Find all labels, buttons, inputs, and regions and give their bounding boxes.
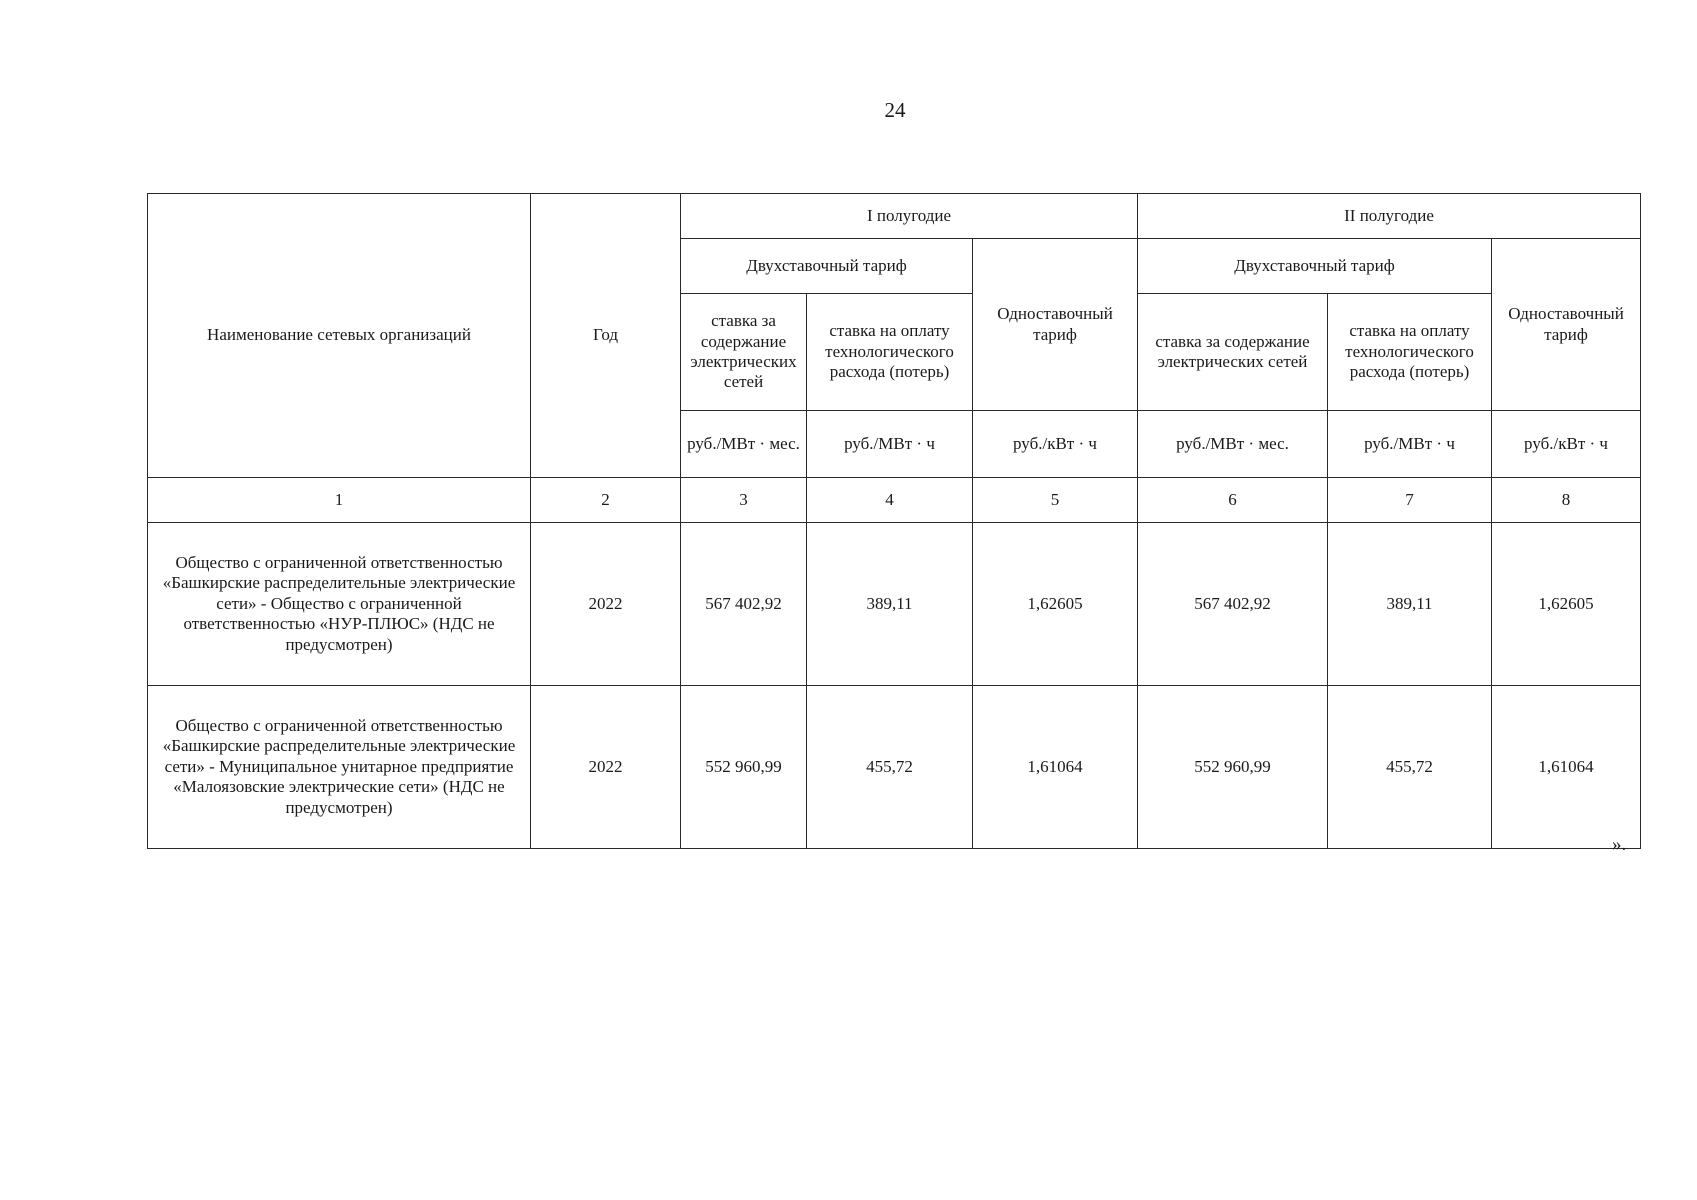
h2-maintenance-cell: 552 960,99 — [1138, 686, 1328, 849]
h1-losses-cell: 455,72 — [807, 686, 973, 849]
h2-single-cell: 1,62605 — [1492, 523, 1641, 686]
header-two-rate-h2: Двухставочный тариф — [1138, 239, 1492, 294]
column-number: 6 — [1138, 478, 1328, 523]
h2-maintenance-cell: 567 402,92 — [1138, 523, 1328, 686]
h1-single-cell: 1,62605 — [973, 523, 1138, 686]
header-year: Год — [531, 194, 681, 478]
header-two-rate-h1: Двухставочный тариф — [681, 239, 973, 294]
header-maintenance-h2: ставка за содержание электрических сетей — [1138, 294, 1328, 411]
table-row — [148, 523, 1641, 686]
column-number: 2 — [531, 478, 681, 523]
org-name-cell: Общество с ограниченной ответственностью «Башкирские распределительные электрические сети» - Общество с ограниченной ответственностью «НУР-ПЛЮС» (НДС не предусмотрен) — [148, 523, 531, 686]
h2-single-cell: 1,61064 — [1492, 686, 1641, 849]
h1-maintenance-cell: 567 402,92 — [681, 523, 807, 686]
org-name-cell: Общество с ограниченной ответственностью «Башкирские распределительные электрические сети» - Муниципальное унитарное предприятие «Малоязовские электрические сети» (НДС не предусмотрен) — [148, 686, 531, 849]
unit-col4: руб./МВт · ч — [807, 411, 973, 478]
header-single-rate-h1: Одноставочный тариф — [973, 239, 1138, 411]
column-number: 1 — [148, 478, 531, 523]
closing-quote-mark: ». — [1612, 834, 1627, 855]
unit-col3: руб./МВт · мес. — [681, 411, 807, 478]
h2-losses-cell: 455,72 — [1328, 686, 1492, 849]
unit-col6: руб./МВт · мес. — [1138, 411, 1328, 478]
header-losses-h1: ставка на оплату технологического расхода (потерь) — [807, 294, 973, 411]
header-maintenance-h1: ставка за содержание электрических сетей — [681, 294, 807, 411]
page-number: 24 — [884, 98, 906, 122]
header-half2: II полугодие — [1138, 194, 1641, 239]
header-half1: I полугодие — [681, 194, 1138, 239]
column-numbers-row — [148, 478, 1641, 523]
h1-single-cell: 1,61064 — [973, 686, 1138, 849]
column-number: 8 — [1492, 478, 1641, 523]
h2-losses-cell: 389,11 — [1328, 523, 1492, 686]
tariff-table — [147, 193, 1641, 849]
header-losses-h2: ставка на оплату технологического расхода (потерь) — [1328, 294, 1492, 411]
year-cell: 2022 — [531, 523, 681, 686]
column-number: 7 — [1328, 478, 1492, 523]
header-name: Наименование сетевых организаций — [148, 194, 531, 478]
h1-losses-cell: 389,11 — [807, 523, 973, 686]
h1-maintenance-cell: 552 960,99 — [681, 686, 807, 849]
column-number: 4 — [807, 478, 973, 523]
column-number: 3 — [681, 478, 807, 523]
header-single-rate-h2: Одноставочный тариф — [1492, 239, 1641, 411]
unit-col7: руб./МВт · ч — [1328, 411, 1492, 478]
year-cell: 2022 — [531, 686, 681, 849]
unit-col5: руб./кВт · ч — [973, 411, 1138, 478]
table-row — [148, 686, 1641, 849]
column-number: 5 — [973, 478, 1138, 523]
unit-col8: руб./кВт · ч — [1492, 411, 1641, 478]
